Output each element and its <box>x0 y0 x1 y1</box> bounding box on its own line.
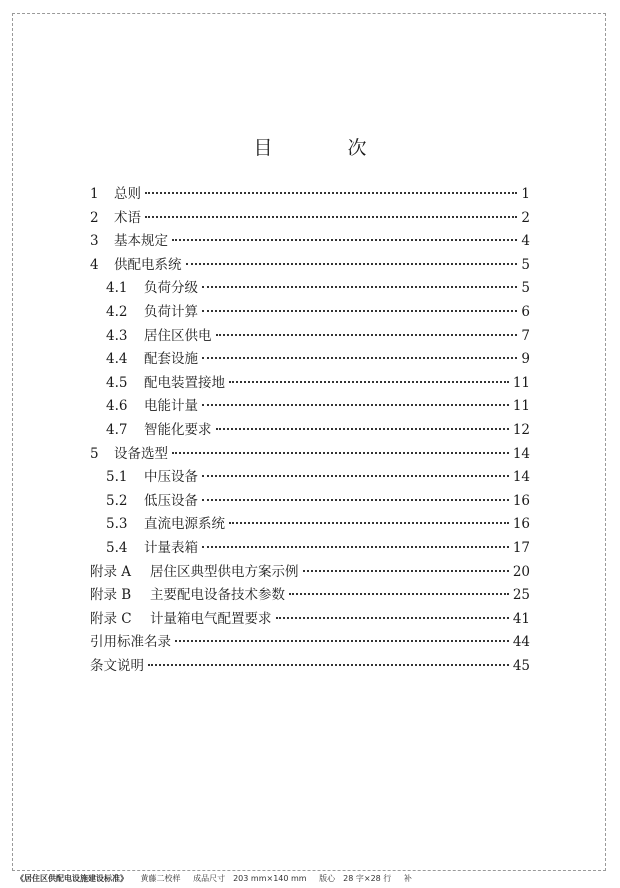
toc-entry-label: 低压设备 <box>144 492 198 509</box>
toc-entry[interactable] <box>106 467 530 487</box>
toc-entry-number: 4 <box>90 256 99 273</box>
toc-entry-page: 5 <box>521 280 530 297</box>
toc-entry-page: 44 <box>512 634 530 651</box>
toc-entry-label: 供配电系统 <box>114 256 182 273</box>
toc-entry-label: 主要配电设备技术参数 <box>150 587 285 604</box>
footer <box>16 872 422 886</box>
toc-entry[interactable] <box>90 208 530 228</box>
toc-entry-number: 5.3 <box>106 516 128 533</box>
toc-entry[interactable] <box>106 420 530 440</box>
toc-dot-leader <box>229 522 509 524</box>
toc-entry-label: 计量表箱 <box>144 540 198 556</box>
toc-entry-label: 配电装置接地 <box>144 374 225 391</box>
toc-entry-page: 20 <box>512 563 530 580</box>
toc-entry-label: 计量箱电气配置要求 <box>150 610 272 627</box>
toc-dot-leader <box>202 475 509 477</box>
toc-dot-leader <box>172 452 509 454</box>
toc-entry-page: 16 <box>512 492 530 509</box>
toc-dot-leader <box>303 570 509 572</box>
toc-entry[interactable] <box>106 491 530 511</box>
toc-entry[interactable] <box>90 255 530 275</box>
toc-entry[interactable] <box>106 538 530 558</box>
toc-entry-page: 7 <box>521 327 530 344</box>
toc-entry-page: 14 <box>512 445 530 462</box>
toc-entry-number: 5.2 <box>106 492 128 509</box>
toc-dot-leader <box>229 381 509 383</box>
toc-entry[interactable] <box>90 184 530 204</box>
toc-dot-leader <box>276 617 509 619</box>
toc-dot-leader <box>216 334 518 336</box>
toc-dot-leader <box>145 192 517 194</box>
toc-entry-number: 4.1 <box>106 280 128 297</box>
toc-entry-number: 4.3 <box>106 327 128 344</box>
toc-entry-number: 5.4 <box>106 540 128 556</box>
toc-entry-label: 配套设施 <box>144 351 198 368</box>
toc-dot-leader <box>202 357 517 359</box>
toc-entry-page: 16 <box>512 516 530 533</box>
toc-entry-number: 4.7 <box>106 422 128 438</box>
toc-entry-number: 3 <box>90 233 99 250</box>
toc-entry-page: 2 <box>521 209 530 226</box>
toc-entry-label: 居住区供电 <box>144 327 212 344</box>
toc-entry[interactable] <box>90 444 530 464</box>
toc-entry-page: 17 <box>512 540 530 556</box>
toc-entry-label: 智能化要求 <box>144 422 212 438</box>
toc-dot-leader <box>202 499 509 501</box>
toc-entry-page: 11 <box>512 374 530 391</box>
toc-entry-number: 4.5 <box>106 374 128 391</box>
toc-entry[interactable] <box>90 231 530 251</box>
toc-dot-leader <box>202 310 517 312</box>
footer-proof-stage: 黄藤二校样 <box>140 874 181 883</box>
toc-entry-number: 1 <box>90 186 99 202</box>
toc-entry[interactable] <box>106 278 530 298</box>
toc-entry-label: 基本规定 <box>114 233 168 250</box>
toc-entry-label: 中压设备 <box>144 469 198 486</box>
toc-entry-page: 9 <box>521 351 530 368</box>
toc-entry[interactable] <box>106 302 530 322</box>
toc-entry-page: 1 <box>521 186 530 202</box>
toc-dot-leader <box>186 263 518 265</box>
toc-entry-page: 25 <box>512 587 530 604</box>
toc-entry-number: 2 <box>90 209 99 226</box>
toc-entry-label: 设备选型 <box>114 445 168 462</box>
toc-entry[interactable] <box>90 609 530 629</box>
toc-entry-page: 11 <box>512 398 530 415</box>
toc-entry-number: 4.2 <box>106 304 128 320</box>
toc-entry-number: 5.1 <box>106 469 128 486</box>
toc-entry[interactable] <box>90 656 530 676</box>
toc-dot-leader <box>148 664 509 666</box>
footer-trim-size: 成品尺寸 203 mm×140 mm <box>193 874 307 883</box>
toc-entry[interactable] <box>90 585 530 605</box>
toc-entry[interactable] <box>106 396 530 416</box>
toc-dot-leader <box>289 593 509 595</box>
toc-entry-number: 附录 B <box>90 587 132 604</box>
toc-dot-leader <box>175 640 509 642</box>
toc-entry[interactable] <box>106 326 530 346</box>
toc-entry-label: 总则 <box>114 186 141 202</box>
toc-entry-number: 5 <box>90 445 99 462</box>
toc-entry-label: 电能计量 <box>144 398 198 415</box>
toc-entry-label: 负荷计算 <box>144 304 198 320</box>
toc-entry-page: 5 <box>521 256 530 273</box>
toc-entry-label: 直流电源系统 <box>144 516 225 533</box>
toc-entry-number: 4.4 <box>106 351 128 368</box>
toc-entry-page: 12 <box>512 422 530 438</box>
footer-book-title: 《居住区供配电设施建设标准》 <box>16 874 128 883</box>
toc-entry-number: 附录 C <box>90 610 132 627</box>
footer-type-area: 版心 28 字×28 行 <box>319 874 392 883</box>
toc-entry-page: 14 <box>512 469 530 486</box>
footer-note: 补 <box>403 874 412 883</box>
toc-entry-label: 术语 <box>114 209 141 226</box>
toc-entry-number: 附录 A <box>90 563 132 580</box>
toc-dot-leader <box>216 428 509 430</box>
toc-title: 目 次 <box>253 137 395 159</box>
toc-dot-leader <box>172 239 517 241</box>
toc-entry[interactable] <box>90 632 530 652</box>
toc-entry-page: 4 <box>521 233 530 250</box>
toc-dot-leader <box>202 404 509 406</box>
toc-dot-leader <box>145 216 517 218</box>
toc-entry-label: 居住区典型供电方案示例 <box>150 563 299 580</box>
toc-entry-page: 6 <box>521 304 530 320</box>
toc-entry-page: 45 <box>512 658 530 674</box>
toc-entry[interactable] <box>90 562 530 582</box>
toc-entry-page: 41 <box>512 610 530 627</box>
toc-entry[interactable] <box>106 514 530 534</box>
toc-entry[interactable] <box>106 349 530 369</box>
toc-entry-label: 负荷分级 <box>144 280 198 297</box>
toc-entry-label: 引用标准名录 <box>90 634 171 651</box>
toc-dot-leader <box>202 286 517 288</box>
toc-dot-leader <box>202 546 509 548</box>
toc-entry-number: 4.6 <box>106 398 128 415</box>
toc-entry-label: 条文说明 <box>90 658 144 674</box>
toc-entry[interactable] <box>106 373 530 393</box>
